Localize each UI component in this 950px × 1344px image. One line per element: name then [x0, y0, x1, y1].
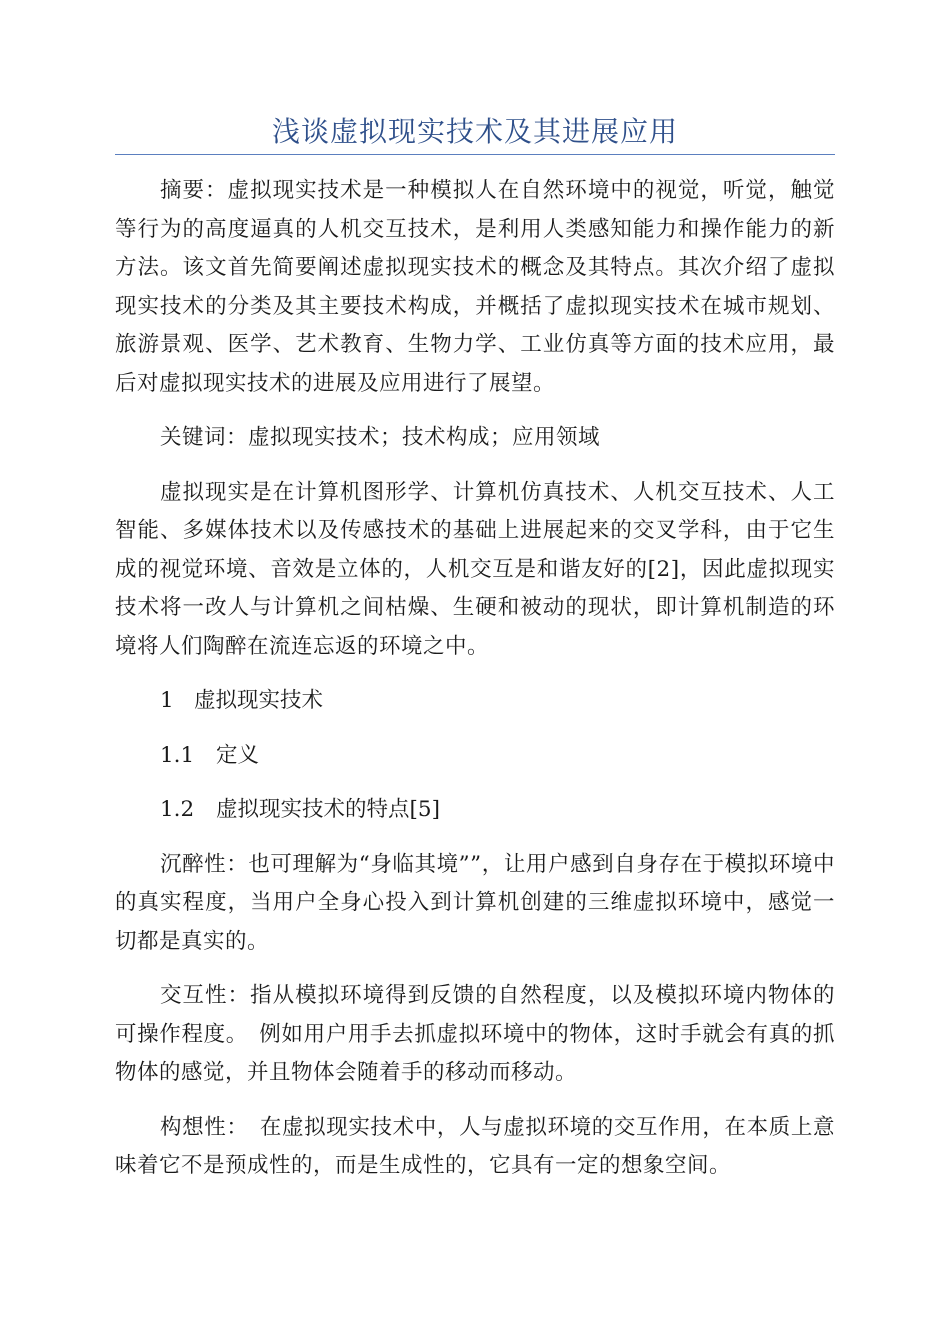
imagination-paragraph: 构想性： 在虚拟现实技术中，人与虚拟环境的交互作用，在本质上意味着它不是预成性的，而是生成性的，它具有一定的想象空间。	[115, 1114, 835, 1178]
section-number: 1.1	[160, 742, 195, 768]
document-title: 浅谈虚拟现实技术及其进展应用	[271, 115, 678, 148]
title-underline	[115, 154, 835, 155]
document-body	[115, 172, 835, 1202]
section-heading-1-2	[115, 791, 835, 830]
immersion-paragraph: 沉醉性：也可理解为“身临其境””，让用户感到自身存在于模拟环境中的真实程度，当用户全身心投入到计算机创建的三维虚拟环境中，感觉一切都是真实的。	[115, 851, 835, 954]
section-title: 定义	[216, 742, 260, 768]
section-title: 虚拟现实技术	[194, 688, 324, 713]
keywords-paragraph: 关键词：虚拟现实技术；技术构成；应用领域	[160, 425, 601, 450]
abstract-paragraph: 摘要：虚拟现实技术是一种模拟人在自然环境中的视觉，听觉，触觉等行为的高度逼真的人机交互技术，是利用人类感知能力和操作能力的新方法。该文首先简要阐述虚拟现实技术的概念及其特点。其次介绍了虚拟现实技术的分类及其主要技术构成，并概括了虚拟现实技术在城市规划、旅游景观、医学、艺术教育、生物力学、工业仿真等方面的技术应用，最后对虚拟现实技术的进展及应用进行了展望。	[115, 178, 835, 396]
section-heading-1	[115, 682, 835, 721]
section-number: 1	[160, 688, 174, 713]
intro-paragraph: 虚拟现实是在计算机图形学、计算机仿真技术、人机交互技术、人工智能、多媒体技术以及传感技术的基础上进展起来的交叉学科，由于它生成的视觉环境、音效是立体的，人机交互是和谐友好的[2]，因此虚拟现实技术将一改人与计算机之间枯燥、生硬和被动的现状，即计算机制造的环境将人们陶醉在流连忘返的环境之中。	[115, 479, 835, 659]
section-title: 虚拟现实技术的特点[5]	[216, 797, 440, 822]
section-heading-1-1	[115, 737, 835, 776]
interactivity-paragraph: 交互性：指从模拟环境得到反馈的自然程度，以及模拟环境内物体的可操作程度。 例如用户用手去抓虚拟环境中的物体，这时手就会有真的抓物体的感觉，并且物体会随着手的移动而移动。	[115, 983, 835, 1085]
section-number: 1.2	[160, 797, 195, 822]
